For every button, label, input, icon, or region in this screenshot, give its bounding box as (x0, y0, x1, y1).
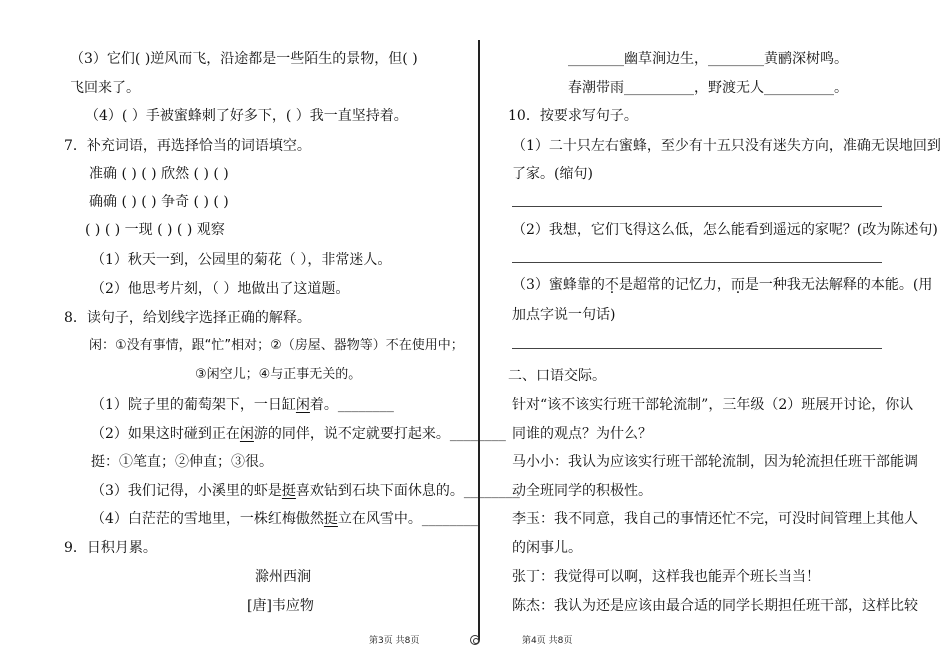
underlined-char: 挺 (281, 483, 296, 499)
poem-author: [唐]韦应物 (247, 598, 314, 614)
q7-row3: ( ) ( ) 一现 ( ) ( ) 观察 (85, 222, 225, 238)
q10-1-line1: （1）二十只左右蜜蜂，至少有十五只没有迷失方向，准确无误地回到 (512, 138, 941, 154)
q6-4: （4）( ）手被蜜蜂刺了好多下，( ）我一直坚持着。 (85, 108, 408, 124)
q8-sentence3: （3）我们记得，小溪里的虾是挺喜欢钻到石块下面休息的。________ (91, 483, 520, 499)
dotted-char: 不 (604, 277, 619, 293)
answer-line-3 (512, 348, 882, 349)
underlined-char: 挺 (323, 511, 338, 527)
speaker-liyu-line1: 李玉：我不同意，我自己的事情还忙不完，可没时间管理上其他人 (512, 511, 918, 527)
q10-2: （2）我想，它们飞得这么低，怎么能看到遥远的家呢？(改为陈述句) (512, 222, 938, 238)
poem-line2: 春潮带雨__________，野渡无人__________。 (568, 80, 848, 96)
section2-prompt-line1: 针对“该不该实行班干部轮流制”，三年级（2）班展开讨论，你认 (512, 397, 914, 413)
right-page (482, 0, 950, 671)
q8-title: 8．读句子，给划线字选择正确的解释。 (64, 310, 311, 326)
page-number-left: 第3页 共8页 (369, 636, 420, 646)
q8-definition-ting: 挺：①笔直；②伸直；③很。 (91, 454, 273, 470)
poem-line1: ________幽草涧边生，________黄鹂深树鸣。 (568, 51, 848, 67)
q7-sentence2: （2）他思考片刻，（ ）地做出了这道题。 (91, 281, 350, 297)
q8-definition-xian-1: 闲：①没有事情，跟“忙”相对；②（房屋、器物等）不在使用中； (89, 338, 464, 353)
poem-title: 滁州西涧 (255, 569, 311, 585)
q8-sentence1: （1）院子里的葡萄架下，一日缸闲着。________ (91, 397, 394, 413)
speaker-liyu-line2: 的闲事儿。 (512, 540, 582, 556)
q10-3-line2: 加点字说一句话) (512, 307, 616, 323)
answer-line-1 (512, 206, 882, 207)
q7-sentence1: （1）秋天一到，公园里的菊花（ ），非常迷人。 (91, 252, 392, 268)
q10-3-line1: （3）蜜蜂靠的不是超常的记忆力，而是一种我无法解释的本能。(用 (512, 277, 933, 293)
q10-title: 10．按要求写句子。 (508, 108, 638, 124)
speaker-zhangding: 张丁：我觉得可以啊，这样我也能弄个班长当当！ (512, 569, 820, 585)
section2-title: 二、口语交际。 (508, 368, 606, 384)
q7-row1: 准确 ( ) ( ) 欣然 ( ) ( ) (89, 166, 229, 182)
underlined-char: 闲 (239, 426, 254, 442)
q6-3-line1: （3）它们( )逆风而飞，沿途都是一些陌生的景物，但( ) (70, 51, 418, 67)
q10-1-line2: 了家。(缩句) (512, 166, 593, 182)
q8-sentence4: （4）白茫茫的雪地里，一株红梅傲然挺立在风雪中。________ (91, 511, 478, 527)
section2-prompt-line2: 同谁的观点？为什么？ (512, 426, 652, 442)
q7-row2: 确确 ( ) ( ) 争奇 ( ) ( ) (89, 194, 229, 210)
speaker-chenjie-line1: 陈杰：我认为还是应该由最合适的同学长期担任班干部，这样比较 (512, 598, 918, 614)
answer-line-2 (512, 262, 882, 263)
underlined-char: 闲 (295, 397, 310, 413)
q8-definition-xian-2: ③闲空儿；④与正事无关的。 (195, 367, 362, 382)
page-divider (478, 40, 480, 640)
q9-title: 9．日积月累。 (64, 540, 157, 556)
q7-title: 7．补充词语，再选择恰当的词语填空。 (64, 138, 311, 154)
dotted-char: 而 (730, 277, 745, 293)
binding-circle-icon (470, 635, 480, 645)
speaker-maxiaoxiao-line1: 马小小：我认为应该实行班干部轮流制，因为轮流担任班干部能调 (512, 454, 918, 470)
q8-sentence2: （2）如果这时碰到正在闲游的同伴，说不定就要打起来。________ (91, 426, 506, 442)
page-number-right: 第4页 共8页 (522, 636, 573, 646)
q6-3-line2: 飞回来了。 (70, 80, 140, 96)
speaker-maxiaoxiao-line2: 动全班同学的积极性。 (512, 483, 652, 499)
